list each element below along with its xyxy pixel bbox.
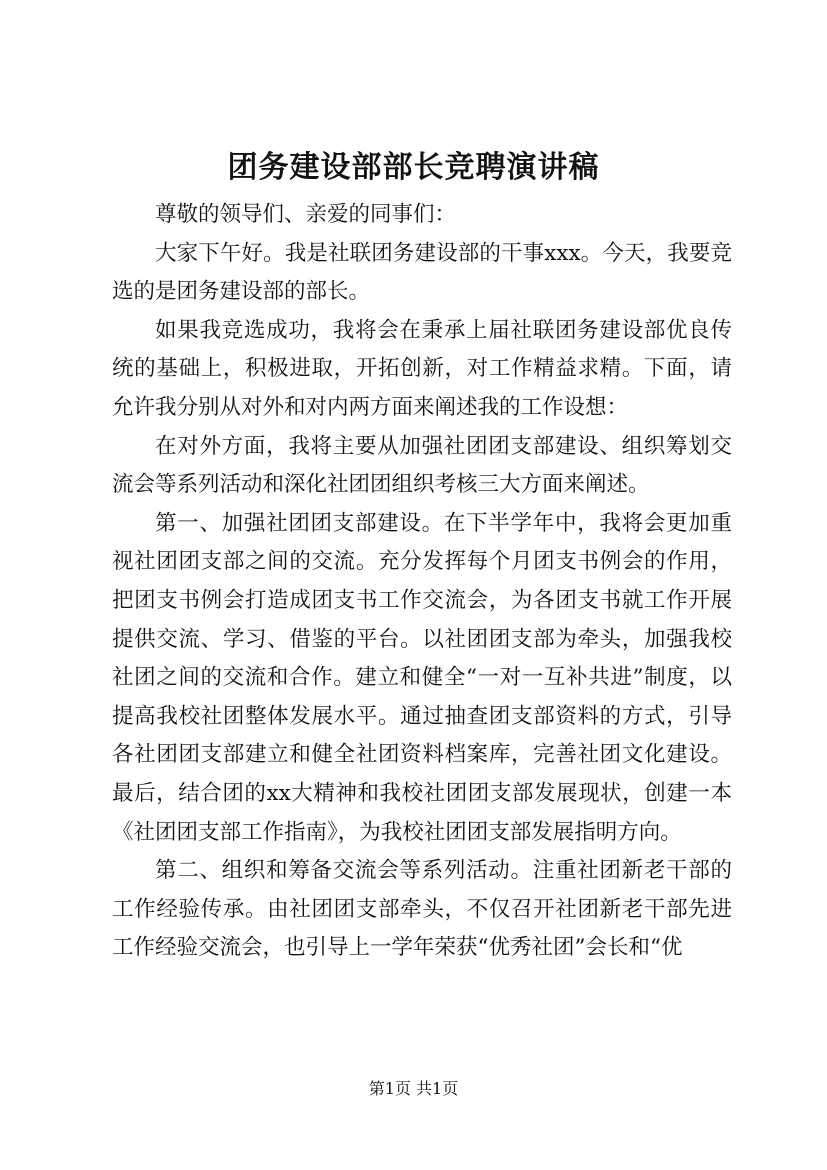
paragraph-external-overview: 在对外方面，我将主要从加强社团团支部建设、组织筹划交流会等系列活动和深化社团团组织考核三大方面来阐述。 — [112, 433, 732, 498]
page-number-footer: 第1页 共1页 — [368, 1079, 459, 1098]
paragraph-point-two: 第二、组织和筹备交流会等系列活动。注重社团新老干部的工作经验传承。由社团团支部牵头，不仅召开社团新老干部先进工作经验交流会，也引导上一学年荣获“优秀社团”会长和“优 — [112, 858, 732, 961]
document-title: 团务建设部部长竞聘演讲稿 — [227, 150, 600, 185]
document-body — [112, 196, 732, 968]
salutation: 尊敬的领导们、亲爱的同事们： — [155, 202, 457, 227]
paragraph-intro: 如果我竞选成功，我将会在秉承上届社联团务建设部优良传统的基础上，积极进取，开拓创新，对工作精益求精。下面，请允许我分别从对外和对内两方面来阐述我的工作设想： — [112, 317, 732, 420]
paragraph-greeting: 大家下午好。我是社联团务建设部的干事xxx。今天，我要竞选的是团务建设部的部长。 — [112, 240, 732, 305]
paragraph-point-one: 第一、加强社团团支部建设。在下半学年中，我将会更加重视社团团支部之间的交流。充分发挥每个月团支书例会的作用，把团支书例会打造成团支书工作交流会，为各团支书就工作开展提供交流、学习、借鉴的平台。以社团团支部为牵头，加强我校社团之间的交流和合作。建立和健全“一对一互补共进”制度，以提高我校社团整体发展水平。通过抽查团支部资料的方式，引导各社团团支部建立和健全社团资料档案库，完善社团文化建设。最后，结合团的xx大精神和我校社团团支部发展现状，创建一本《社团团支部工作指南》，为我校社团团支部发展指明方向。 — [112, 510, 732, 845]
